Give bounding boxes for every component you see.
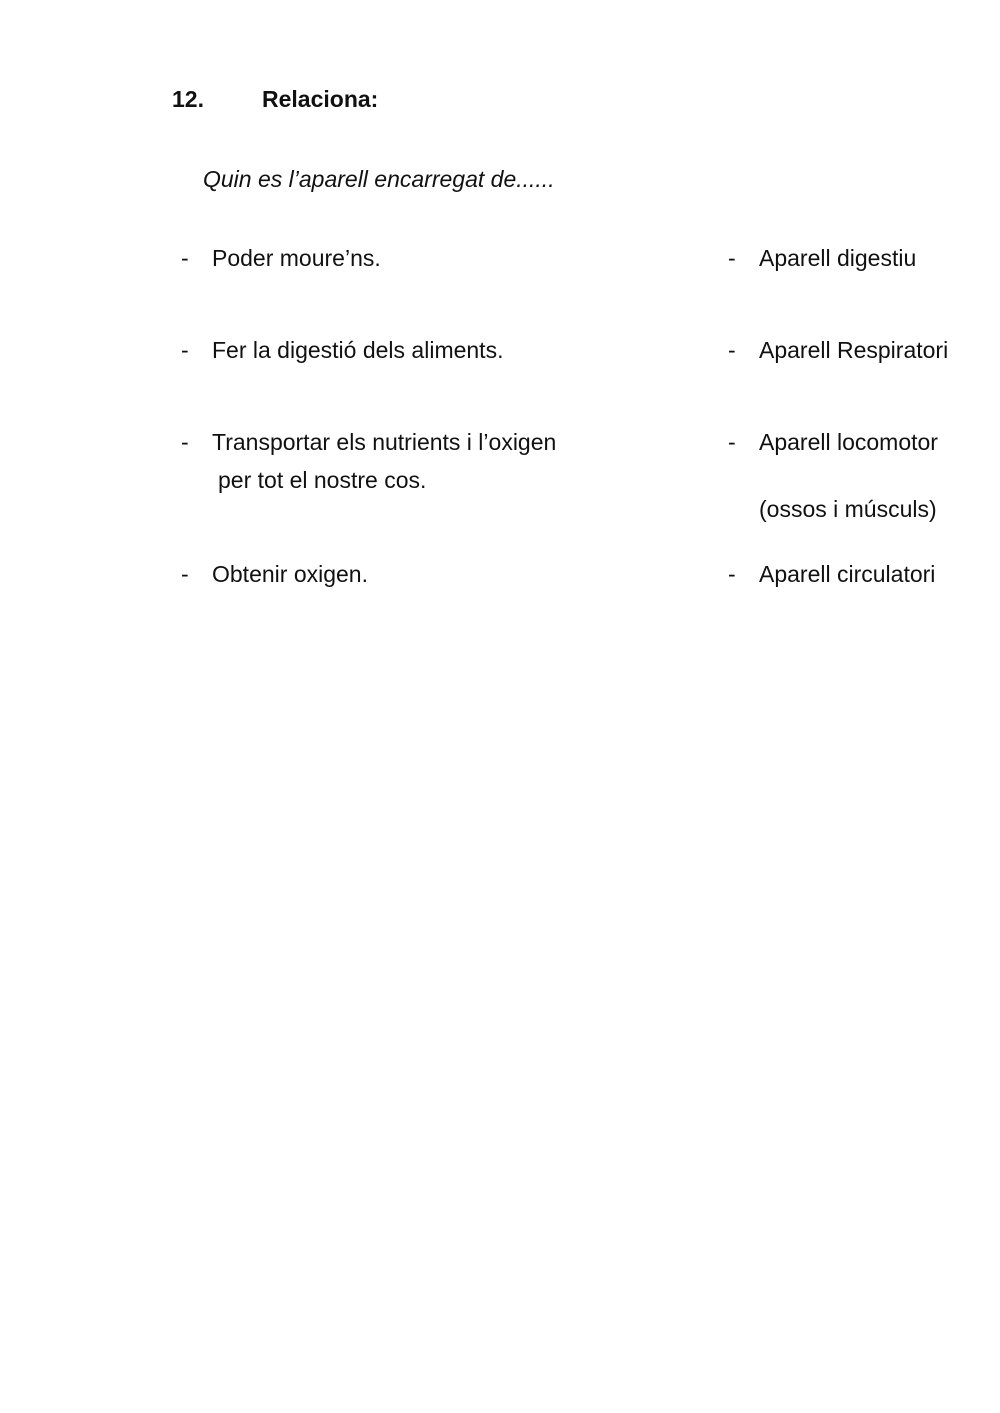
list-dash: -: [728, 245, 736, 271]
right-item-text: Aparell locomotor: [759, 429, 938, 455]
list-dash: -: [181, 429, 189, 455]
list-dash: -: [728, 561, 736, 587]
list-dash: -: [728, 429, 736, 455]
exercise-instruction: Quin es l’aparell encarregat de......: [203, 166, 555, 192]
right-item-text: Aparell Respiratori: [759, 337, 949, 363]
list-dash: -: [728, 337, 736, 363]
left-item-text: Obtenir oxigen.: [212, 561, 368, 587]
left-item-text: Poder moure’ns.: [212, 245, 381, 271]
right-item-text: Aparell digestiu: [759, 245, 917, 271]
exercise-number: 12.: [172, 86, 204, 112]
right-item-text: Aparell circulatori: [759, 561, 936, 587]
exercise-title: Relaciona:: [262, 86, 379, 112]
right-item-note: (ossos i músculs): [759, 496, 937, 522]
left-item-text: Fer la digestió dels aliments.: [212, 337, 504, 363]
list-dash: -: [181, 245, 189, 271]
list-dash: -: [181, 337, 189, 363]
list-dash: -: [181, 561, 189, 587]
left-item-text: Transportar els nutrients i l’oxigen: [212, 429, 557, 455]
left-item-continuation: per tot el nostre cos.: [218, 467, 427, 493]
